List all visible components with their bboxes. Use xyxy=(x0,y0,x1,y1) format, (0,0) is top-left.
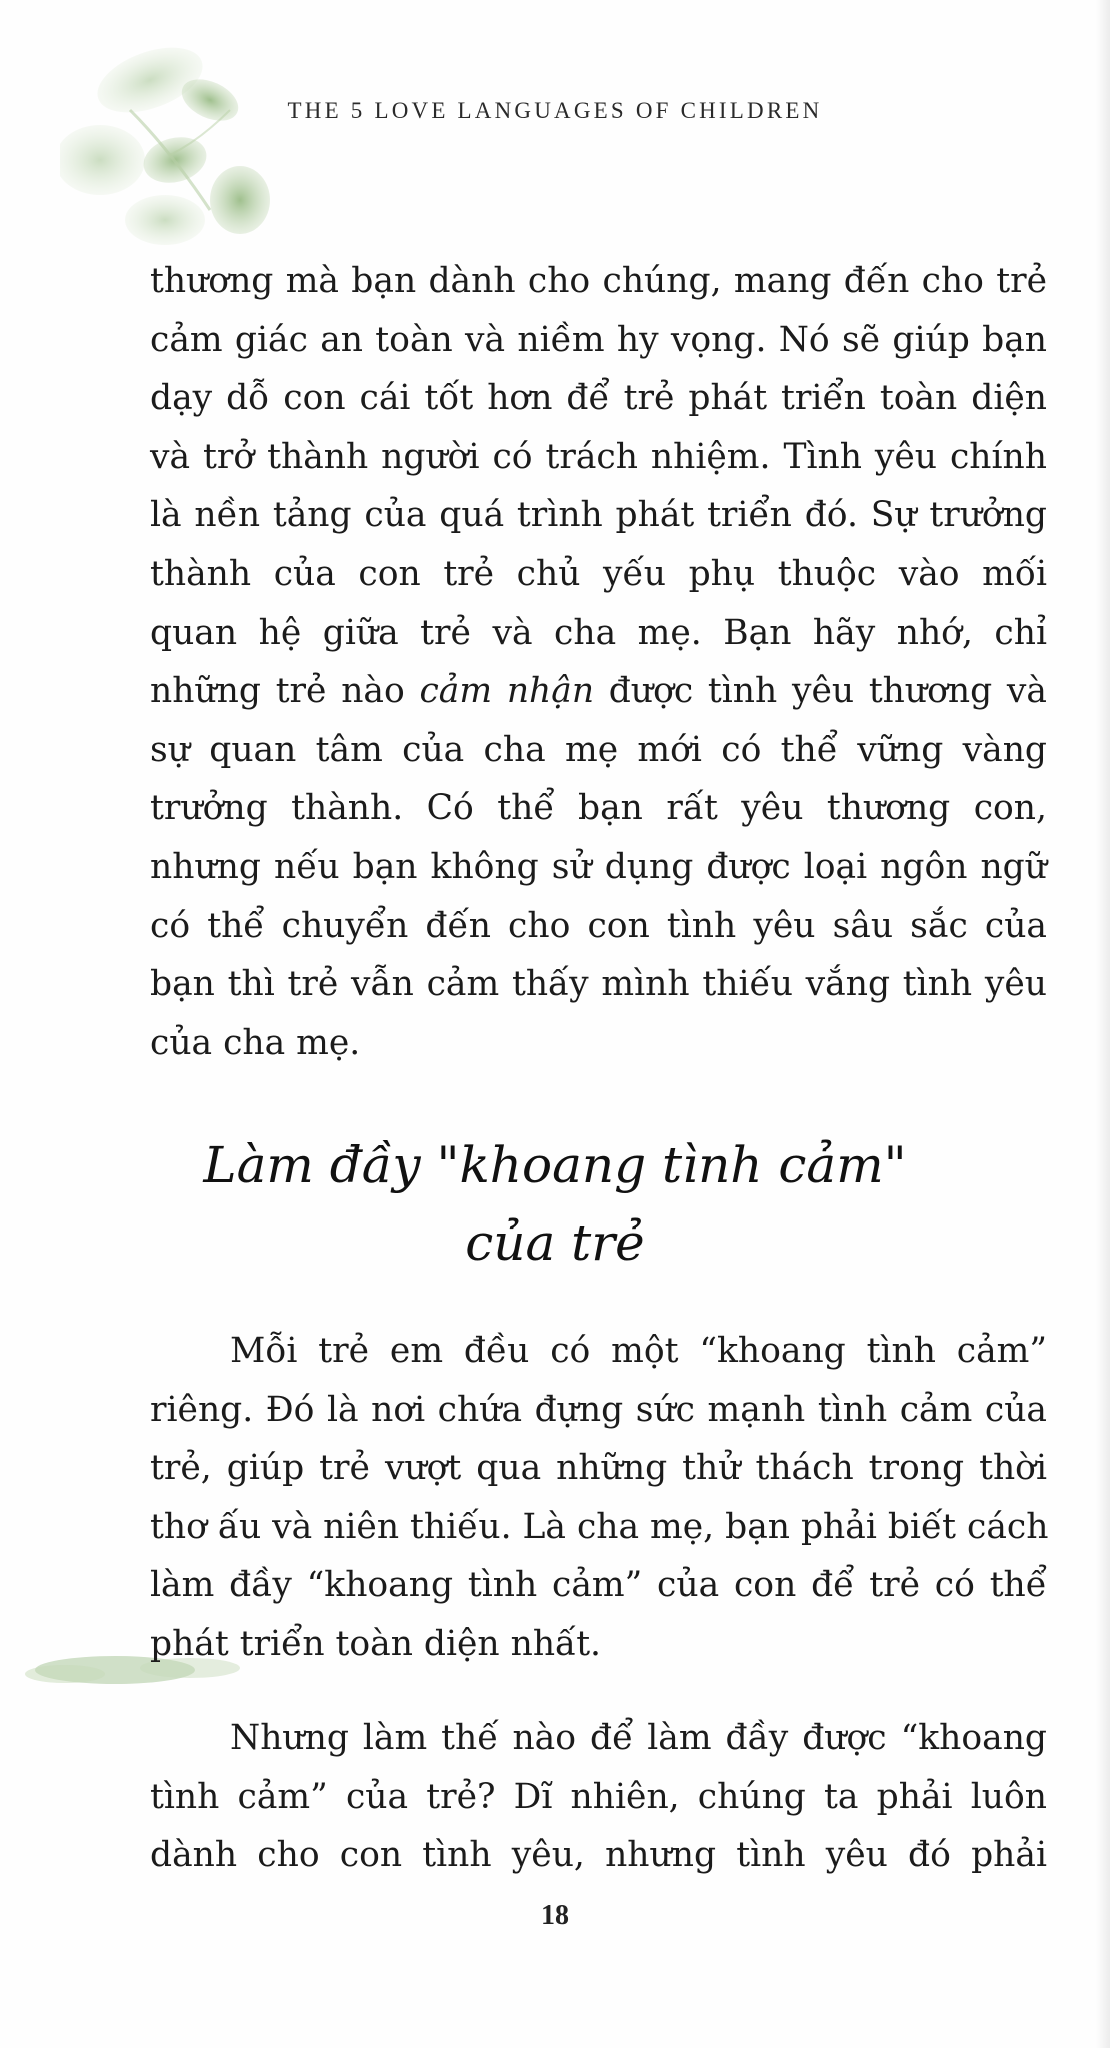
paragraph-continued xyxy=(150,252,1047,1072)
text-line: bạn thì trẻ vẫn cảm thấy mình thiếu vắng tình yêu xyxy=(150,964,1047,1005)
leaf-decoration-icon xyxy=(60,40,280,260)
text-line-with-emphasis xyxy=(150,662,1047,721)
text-segment: những trẻ nào xyxy=(150,671,420,712)
text-line: dành cho con tình yêu, nhưng tình yêu đó phải xyxy=(150,1835,1047,1876)
section-heading xyxy=(0,1126,1110,1282)
text-line: Nhưng làm thế nào để làm đầy được “khoang xyxy=(230,1718,1047,1758)
emphasis-text: cảm nhận xyxy=(419,671,595,712)
text-line: sự quan tâm của cha mẹ mới có thể vững vàng xyxy=(150,729,1047,770)
text-line: của cha mẹ. xyxy=(150,1022,361,1063)
text-segment: được tình yêu thương và xyxy=(594,671,1047,712)
text-line: thành của con trẻ chủ yếu phụ thuộc vào mối xyxy=(150,553,1047,594)
text-line: và trở thành người có trách nhiệm. Tình yêu chính xyxy=(150,436,1047,477)
paragraph xyxy=(150,1322,1047,1674)
text-line: trưởng thành. Có thể bạn rất yêu thương con, xyxy=(150,788,1047,829)
text-line: phát triển toàn diện nhất. xyxy=(150,1623,602,1664)
running-header: THE 5 LOVE LANGUAGES OF CHILDREN xyxy=(287,98,823,123)
paragraph xyxy=(150,1709,1047,1885)
text-line: Mỗi trẻ em đều có một “khoang tình cảm” xyxy=(230,1331,1047,1371)
text-line: là nền tảng của quá trình phát triển đó. Sự trưởng xyxy=(150,495,1047,536)
text-line: tình cảm” của trẻ? Dĩ nhiên, chúng ta phải luôn xyxy=(150,1776,1047,1817)
text-line: trẻ, giúp trẻ vượt qua những thử thách trong thời xyxy=(150,1448,1047,1489)
section-heading-line: Làm đầy "khoang tình cảm" xyxy=(203,1136,907,1194)
text-line: làm đầy “khoang tình cảm” của con để trẻ có thể xyxy=(150,1565,1047,1606)
text-line: dạy dỗ con cái tốt hơn để trẻ phát triển toàn diện xyxy=(150,378,1047,419)
text-line: quan hệ giữa trẻ và cha mẹ. Bạn hãy nhớ, chỉ xyxy=(150,612,1047,653)
page-number: 18 xyxy=(541,1900,569,1931)
text-line: cảm giác an toàn và niềm hy vọng. Nó sẽ giúp bạn xyxy=(150,319,1047,360)
text-line: riêng. Đó là nơi chứa đựng sức mạnh tình cảm của xyxy=(150,1389,1047,1430)
text-line: thương mà bạn dành cho chúng, mang đến cho trẻ xyxy=(150,261,1047,301)
text-line: thơ ấu và niên thiếu. Là cha mẹ, bạn phải biết cách xyxy=(150,1506,1049,1547)
text-line: nhưng nếu bạn không sử dụng được loại ngôn ngữ xyxy=(150,846,1047,887)
page-edge-shadow xyxy=(1096,0,1110,2048)
section-heading-line: của trẻ xyxy=(465,1214,645,1272)
text-line: có thể chuyển đến cho con tình yêu sâu sắc của xyxy=(150,905,1047,946)
